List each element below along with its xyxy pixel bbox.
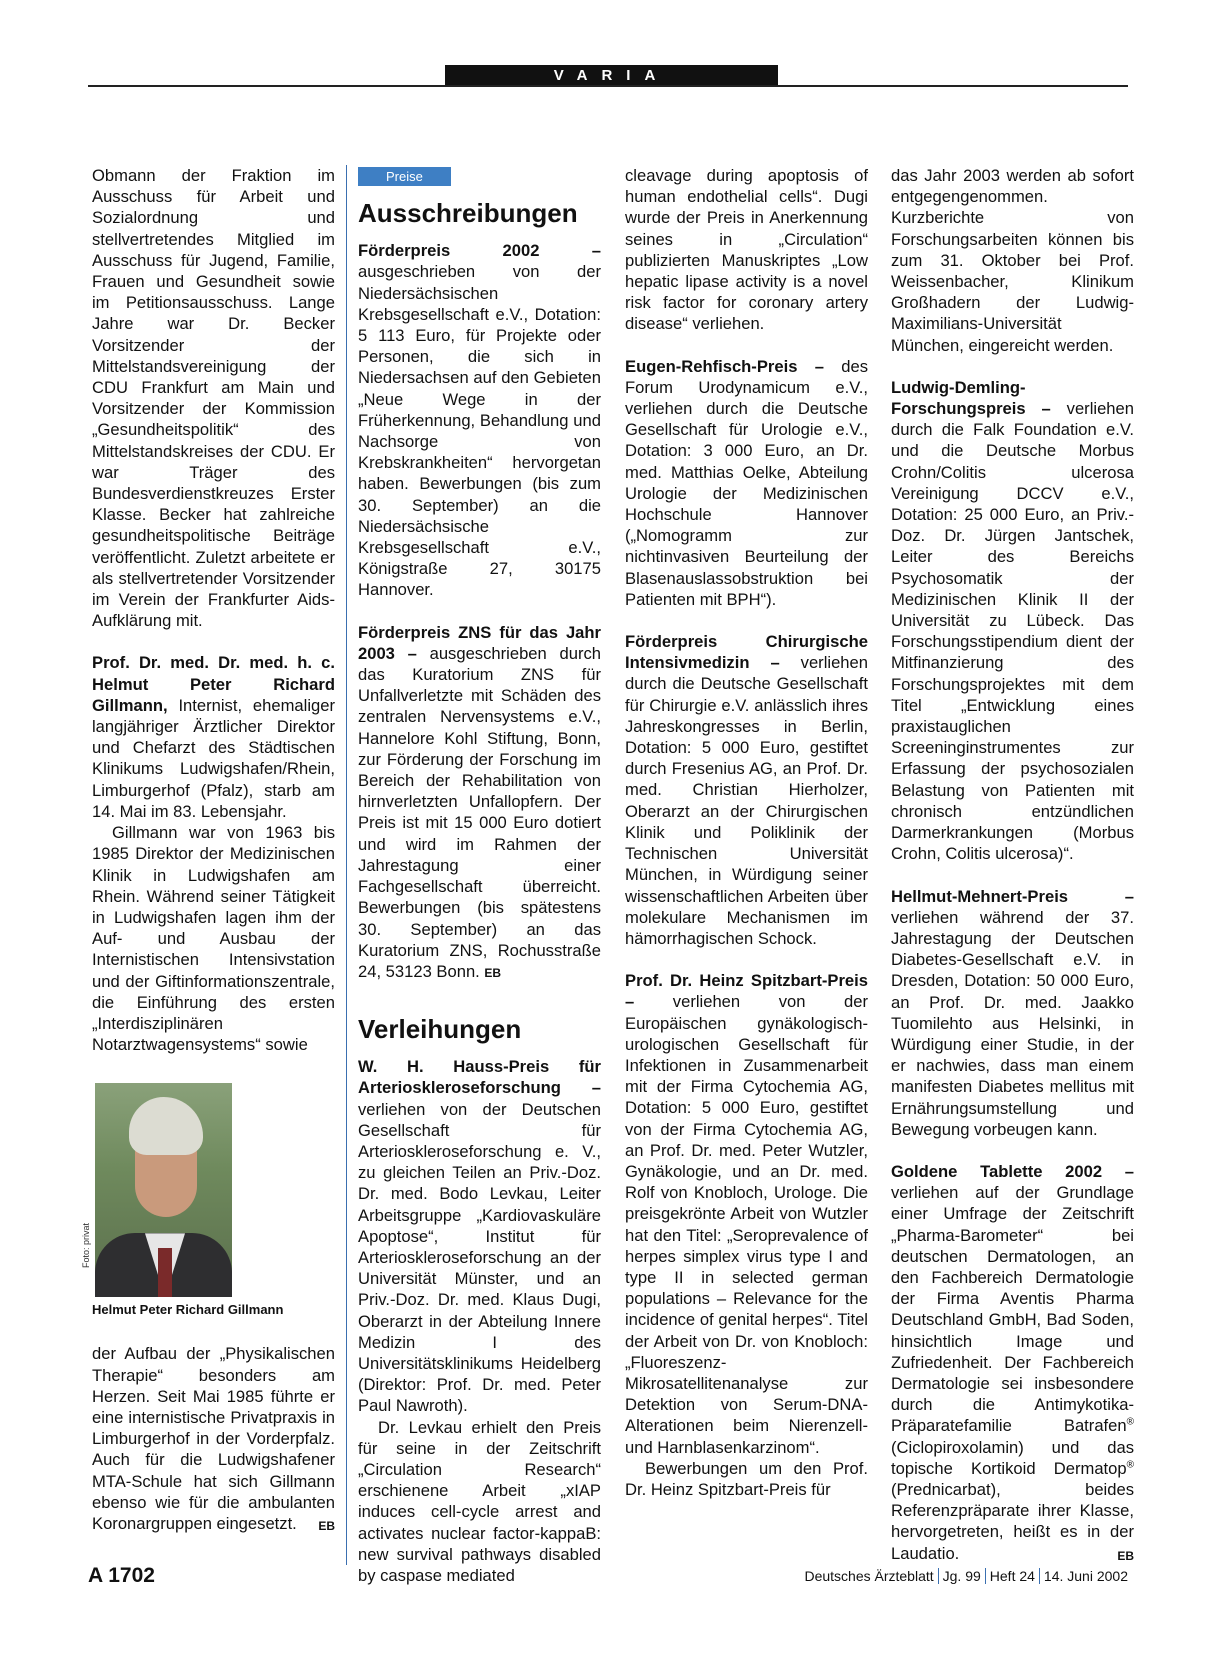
journal-info	[804, 1568, 1128, 1584]
portrait-photo	[95, 1083, 232, 1297]
obituary-gillmann-intro: Prof. Dr. med. Dr. med. h. c. Helmut Peter Richard Gillmann, Internist, ehemaliger langjähriger Ärztlicher Direktor und Chefarzt des Städtischen Klinikums Ludwigshafen/Rhein, Limburgerhof (Pfalz), starb am 14. Mai im 83. Lebensjahr.	[92, 653, 335, 821]
obituary-gillmann-continued: der Aufbau der „Physikalischen Therapie“ besonders am Herzen. Seit Mai 1985 führte er eine internistische Privatpraxis in Limburgerhof in der Vorderpfalz. Auch für die Ludwigshafener MTA-Schule hat sich Gillmann ebenso wie für die ambulanten Koronargruppen eingesetzt. EB	[92, 1343, 335, 1534]
prize-goldene-tablette: Goldene Tablette 2002 – verliehen auf der Grundlage einer Umfrage der Zeitschrift „Pharma-Barometer“ bei deutschen Dermatologen, an den Fachbereich Dermatologie der Firma Aventis Pharma Deutschland GmbH, Bad Soden, hinsichtlich Image und Zufriedenheit. Der Fachbereich Dermatologie sei insbesondere durch die Antimykotika-Präparatefamilie Batrafen® (Ciclopiroxolamin) und das topische Kortikoid Dermatop® (Prednicarbat), beides Referenzpräparate ihrer Klasse, hervorgetreten, heißt es in der Laudatio. EB	[891, 1161, 1134, 1564]
heading-ausschreibungen: Ausschreibungen	[358, 198, 578, 229]
prize-mehnert: Hellmut-Mehnert-Preis – verliehen während der 37. Jahrestagung der Deutschen Diabetes-Gesellschaft e.V. in Dresden, Dotation: 50 000 Euro, an Prof. Dr. med. Jaakko Tuomilehto aus Helsinki, in Würdigung einer Studie, in der er nachwies, dass man einem manifesten Diabetes mellitus mit Ernährungsumstellung und Bewegung vorbeugen kann.	[891, 886, 1134, 1139]
prize-chirurgische-intensivmedizin: Förderpreis Chirurgische Intensivmedizin – verliehen durch die Deutsche Gesellschaft für Chirurgie e.V. anlässlich ihres Jahreskongresses in Berlin, Dotation: 5 000 Euro, gestiftet durch Fresenius AG, an Prof. Dr. med. Christian Hierholzer, Oberarzt an der Chirurgischen Klinik und Poliklinik der Technischen Universität München, in Würdigung seiner wissenschaftlichen Arbeiten über molekulare Mechanismen im hämorrhagischen Schock.	[625, 632, 868, 948]
author-signature: EB	[318, 1518, 335, 1533]
prize-demling: Ludwig-Demling-Forschungspreis – verliehen durch die Falk Foundation e.V. und die Deutsche Morbus Crohn/Colitis ulcerosa Vereinigung DCCV e.V., Dotation: 25 000 Euro, an Priv.-Doz. Dr. Jürgen Jantschek, Leiter des Bereichs Psychosomatik der Medizinischen Klinik II der Universität zu Lübeck. Das Forschungsstipendium dient der Mitfinanzierung des Forschungsprojektes mit dem Titel „Entwicklung eines praxistauglichen Screeninginstrumentes zur Erfassung der psychosozialen Belastung von Patienten mit chronisch entzündlichen Darmerkrankungen (Morbus Crohn, Colitis ulcerosa)“.	[891, 377, 1134, 864]
prize-hauss-end: cleavage during apoptosis of human endothelial cells“. Dugi wurde der Preis in Anerkennung seines in „Circulation“ publizierten Manuskriptes „Low hepatic lipase activity is a novel risk factor for coronary artery disease“ verliehen.	[625, 166, 868, 334]
photo-credit: Foto: privat	[81, 1223, 91, 1269]
prize-hauss-continued: Dr. Levkau erhielt den Preis für seine in der Zeitschrift „Circulation Research“ erschienene Arbeit „xIAP induces cell-cycle arrest and activates nuclear factor-kappaB: new survival pathways disabled by caspase mediated	[358, 1417, 601, 1585]
heading-verleihungen: Verleihungen	[358, 1014, 522, 1045]
obituary-gillmann-text: Gillmann war von 1963 bis 1985 Direktor der Medizinischen Klinik in Ludwigshafen am Rhein. Während seiner Tätigkeit in Ludwigshafen lagen ihm der Auf- und Ausbau der Internistischen Intensivstation und der Giftinformationszentrale, die Einführung des ersten „Interdisziplinären Notarztwagensystems“ sowie	[92, 823, 335, 1055]
prize-spitzbart-applications: Bewerbungen um den Prof. Dr. Heinz Spitzbart-Preis für	[625, 1458, 868, 1499]
portrait-figure	[81, 1083, 335, 1343]
journal-volume: Jg. 99	[942, 1568, 981, 1584]
column-2	[358, 165, 601, 1586]
rubric-label: Preise	[358, 167, 451, 186]
prize-spitzbart-end: das Jahr 2003 werden ab sofort entgegengenommen. Kurzberichte von Forschungsarbeiten können bis zum 31. Oktober bei Prof. Weissenbacher, Klinikum Großhadern der Ludwig-Maximilians-Universität München, eingereicht werden.	[891, 166, 1134, 355]
obituary-becker-text: Obmann der Fraktion im Ausschuss für Arbeit und Sozialordnung und stellvertretendes Mitglied im Ausschuss für Jugend, Familie, Frauen und Gesundheit sowie im Petitionsausschuss. Lange Jahre war Dr. Becker Vorsitzender der Mittelstandsvereinigung der CDU Frankfurt am Main und Vorsitzender der Kommission „Gesundheitspolitik“ des Mittelstandskreises der CDU. Er war Träger des Bundesverdienstkreuzes Erster Klasse. Becker hat zahlreiche gesundheitspolitische Beiträge veröffentlicht. Zuletzt arbeitete er als stellvertretender Vorsitzender im Verein der Frankfurter Aids-Aufklärung mit.	[92, 166, 335, 631]
photo-caption: Helmut Peter Richard Gillmann	[92, 1302, 284, 1318]
column-1	[81, 165, 335, 1537]
prize-hauss: W. H. Hauss-Preis für Arterioskleroseforschung – verliehen von der Deutschen Gesellschaft für Arterioskleroseforschung e. V., zu gleichen Teilen an Priv.-Doz. Dr. med. Bodo Levkau, Leiter Arbeitsgruppe „Kardiovaskuläre Apoptose“, Institut für Arterioskleroseforschung an der Universität Münster, und an Priv.-Doz. Dr. med. Klaus Dugi, Oberarzt in der Abteilung Innere Medizin I des Universitätsklinikums Heidelberg (Direktor: Prof. Dr. med. Peter Paul Nawroth).	[358, 1057, 601, 1416]
author-signature: EB	[1117, 1548, 1134, 1563]
journal-issue: Heft 24	[989, 1568, 1035, 1584]
prize-foerderpreis-zns: Förderpreis ZNS für das Jahr 2003 – ausgeschrieben durch das Kuratorium ZNS für Unfallverletzte mit Schäden des zentralen Nervensystems e.V., Hannelore Kohl Stiftung, Bonn, zur Förderung der Forschung im Bereich der Rehabilitation von hirnverletzten Unfallopfern. Der Preis ist mit 15 000 Euro dotiert und wird im Rahmen der Jahrestagung einer Fachgesellschaft überreicht. Bewerbungen (bis spätestens 30. September) an das Kuratorium ZNS, Rochusstraße 24, 53123 Bonn. EB	[358, 622, 601, 981]
column-divider	[346, 165, 347, 1565]
author-signature: EB	[484, 965, 502, 980]
prize-rehfisch: Eugen-Rehfisch-Preis – des Forum Urodynamicum e.V., verliehen durch die Deutsche Gesellschaft für Urologie e.V., Dotation: 3 000 Euro, an Dr. med. Matthias Oelke, Abteilung Urologie der Medizinischen Hochschule Hannover („Nomogramm zur nichtinvasiven Beurteilung der Blasenauslassobstruktion bei Patienten mit BPH“).	[625, 356, 868, 609]
header-rule	[88, 85, 1128, 87]
prize-spitzbart: Prof. Dr. Heinz Spitzbart-Preis – verliehen von der Europäischen gynäkologisch-urologischen Gesellschaft für Infektionen in Zusammenarbeit mit der Firma Cytochemia AG, Dotation: 5 000 Euro, gestiftet von der Firma Cytochemia AG, an Prof. Dr. med. Peter Wutzler, Gynäkologie, und an Dr. med. Rolf von Knobloch, Urologe. Die preisgekrönte Arbeit von Wutzler hat den Titel: „Seroprevalence of herpes simplex virus type I and type II in selected german populations – Relevance for the incidence of genital herpes“. Titel der Arbeit von Dr. von Knobloch: „Fluoreszenz-Mikrosatellitenanalyse zur Detektion von Serum-DNA-Alterationen beim Nierenzell- und Harnblasenkarzinom“.	[625, 971, 868, 1457]
section-header: VARIA	[445, 65, 778, 86]
column-4	[891, 165, 1134, 1567]
gillmann-name: Prof. Dr. med. Dr. med. h. c. Helmut Peter Richard Gillmann,	[92, 653, 335, 715]
page-number: A 1702	[88, 1564, 155, 1587]
column-3	[625, 165, 868, 1500]
journal-name: Deutsches Ärzteblatt	[804, 1568, 934, 1584]
journal-date: 14. Juni 2002	[1043, 1568, 1128, 1584]
prize-foerderpreis-2002: Förderpreis 2002 – ausgeschrieben von der Niedersächsischen Krebsgesellschaft e.V., Dotation: 5 113 Euro, für Projekte oder Personen, die sich in Niedersachsen auf den Gebieten „Neue Wege in der Früherkennung, Behandlung und Nachsorge von Krebskrankheiten“ hervorgetan haben. Bewerbungen (bis zum 30. September) an die Niedersächsische Krebsgesellschaft e.V., Königstraße 27, 30175 Hannover.	[358, 241, 601, 600]
